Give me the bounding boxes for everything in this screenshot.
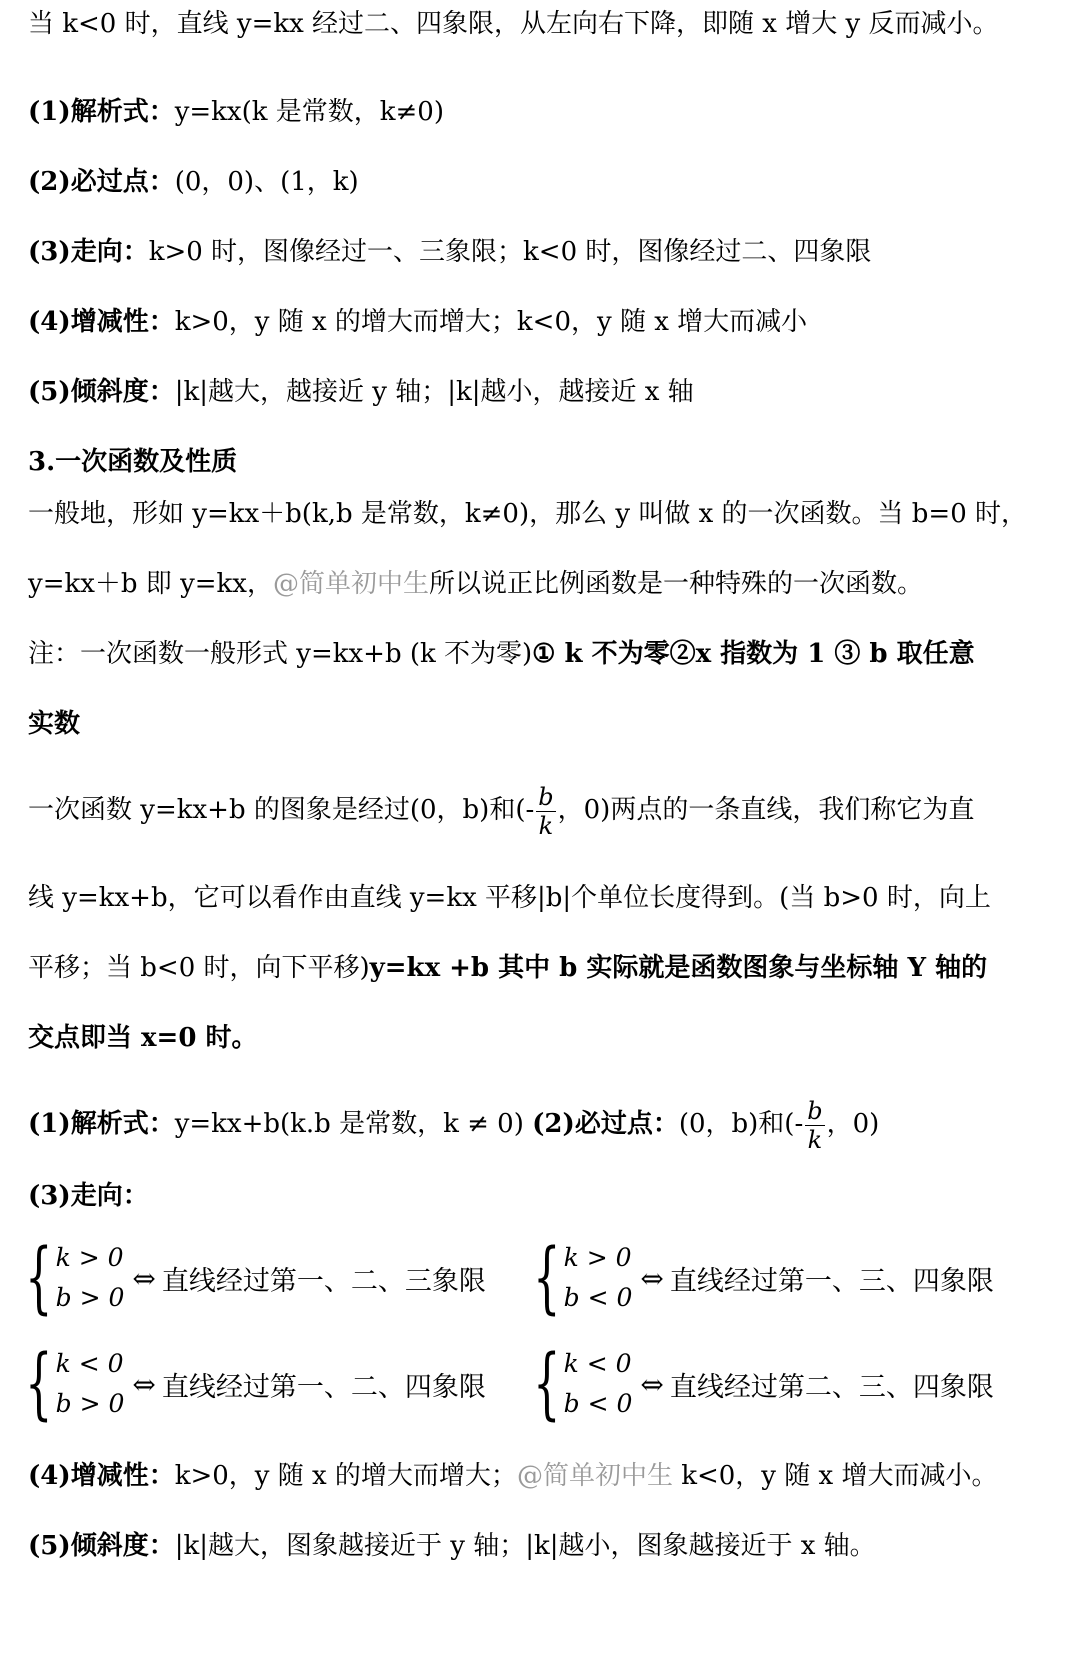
paragraph-line: 交点即当 x=0 时。 — [28, 1023, 258, 1053]
section-heading: 3.一次函数及性质 — [28, 447, 238, 477]
left-brace: { — [533, 1233, 561, 1323]
paragraph-line — [28, 878, 1060, 918]
paragraph-line — [28, 564, 1060, 604]
paragraph-text: 线 y=kx+b，它可以看作由直线 y=kx 平移|b|个单位长度得到。(当 b>0 时，向上 — [28, 883, 991, 913]
property-text: k>0 时，图像经过一、三象限；k<0 时，图像经过二、四象限 — [148, 237, 872, 267]
property-text: y=kx+b(k.b 是常数，k ≠ 0) — [174, 1109, 533, 1139]
property-text: |k|越大，越接近 y 轴；|k|越小，越接近 x 轴 — [174, 377, 694, 407]
paragraph-text: 一次函数 y=kx+b 的图象是经过(0，b)和(- — [28, 795, 535, 825]
conditions — [564, 1238, 633, 1318]
condition-b: b < 0 — [563, 1389, 633, 1418]
property-slope — [28, 372, 1060, 412]
paragraph-text: 平移；当 b<0 时，向下平移) — [28, 953, 370, 983]
paragraph-line — [28, 948, 1060, 988]
case-result: 直线经过第一、三、四象限 — [669, 1265, 994, 1297]
case-result: 直线经过第二、三、四象限 — [669, 1371, 994, 1403]
condition-b: b > 0 — [55, 1283, 125, 1312]
property-text: (0，b)和(- — [678, 1109, 804, 1139]
paragraph-bold-text: y=kx +b 其中 b 实际就是函数图象与坐标轴 Y 轴的 — [369, 953, 988, 983]
property-fixed-point — [28, 162, 1060, 202]
note-line — [28, 634, 1060, 674]
property-label: (5)倾斜度： — [28, 1531, 175, 1561]
case-system-1 — [22, 1233, 486, 1323]
property-label: (4)增减性： — [28, 307, 175, 337]
fraction-numerator: b — [538, 782, 554, 811]
conditions — [56, 1238, 125, 1318]
paragraph-text: 所以说正比例函数是一种特殊的一次函数。 — [428, 569, 923, 599]
fraction-denominator: k — [807, 1125, 823, 1154]
condition-b: b < 0 — [563, 1283, 633, 1312]
left-brace: { — [25, 1233, 53, 1323]
property-text: ，0) — [826, 1109, 880, 1139]
paragraph-line-fraction — [28, 780, 1060, 840]
property-monotonicity — [28, 302, 1060, 342]
property-label: (1)解析式： — [28, 97, 175, 127]
text-line — [28, 4, 1060, 44]
equivalence-arrow: ⇔ — [132, 1261, 156, 1295]
condition-k: k < 0 — [563, 1349, 632, 1378]
property-slope — [28, 1526, 1060, 1566]
property-text: k>0，y 随 x 的增大而增大； — [174, 1461, 517, 1491]
note-bold-text: ① k 不为零②x 指数为 1 ③ b 取任意 — [532, 639, 975, 669]
equivalence-arrow: ⇔ — [640, 1261, 664, 1295]
conditions — [56, 1344, 125, 1424]
property-label: (4)增减性： — [28, 1461, 175, 1491]
condition-k: k > 0 — [55, 1243, 124, 1272]
property-text: |k|越大，图象越接近于 y 轴；|k|越小，图象越接近于 x 轴。 — [174, 1531, 876, 1561]
paragraph-line — [28, 494, 1060, 534]
paragraph-text: ，0)两点的一条直线，我们称它为直 — [557, 795, 975, 825]
left-brace: { — [25, 1339, 53, 1429]
conditions — [564, 1344, 633, 1424]
property-text: y=kx(k 是常数，k≠0) — [174, 97, 444, 127]
case-result: 直线经过第一、二、四象限 — [161, 1371, 486, 1403]
property-text: k<0，y 随 x 增大而减小。 — [672, 1461, 998, 1491]
property-text: k>0，y 随 x 的增大而增大；k<0，y 随 x 增大而减小 — [174, 307, 808, 337]
property-label: (3)走向： — [28, 237, 149, 267]
condition-k: k > 0 — [563, 1243, 632, 1272]
property-direction — [28, 232, 1060, 272]
fraction-numerator: b — [807, 1096, 823, 1125]
left-brace: { — [533, 1339, 561, 1429]
property-monotonicity — [28, 1456, 1060, 1496]
property-label: (2)必过点： — [28, 167, 175, 197]
fraction-b-over-k — [536, 782, 555, 840]
paragraph-text: 一般地，形如 y=kx＋b(k,b 是常数，k≠0)，那么 y 叫做 x 的一次函数。当 b=0 时， — [28, 499, 1028, 529]
watermark-text: @简单初中生 — [516, 1461, 673, 1491]
equivalence-arrow: ⇔ — [132, 1367, 156, 1401]
property-label: (2)必过点： — [532, 1109, 679, 1139]
property-label: (3)走向： — [28, 1181, 149, 1211]
property-analytic-and-points — [28, 1094, 1060, 1154]
property-analytic-form — [28, 92, 1060, 132]
fraction-b-over-k — [805, 1096, 824, 1154]
paragraph-text: y=kx＋b 即 y=kx， — [28, 569, 273, 599]
condition-b: b > 0 — [55, 1389, 125, 1418]
note-line-cont: 实数 — [28, 709, 81, 739]
case-system-4 — [530, 1339, 994, 1429]
case-system-3 — [22, 1339, 486, 1429]
property-label: (5)倾斜度： — [28, 377, 175, 407]
note-text: 注：一次函数一般形式 y=kx+b (k 不为零) — [28, 639, 533, 669]
text-line-content: 当 k<0 时，直线 y=kx 经过二、四象限，从左向右下降，即随 x 增大 y 反而减小。 — [28, 9, 999, 39]
case-system-2 — [530, 1233, 994, 1323]
property-label: (1)解析式： — [28, 1109, 175, 1139]
fraction-denominator: k — [538, 811, 554, 840]
equivalence-arrow: ⇔ — [640, 1367, 664, 1401]
property-text: (0，0)、(1，k) — [174, 167, 359, 197]
watermark-text: @简单初中生 — [272, 569, 429, 599]
case-result: 直线经过第一、二、三象限 — [161, 1265, 486, 1297]
condition-k: k < 0 — [55, 1349, 124, 1378]
